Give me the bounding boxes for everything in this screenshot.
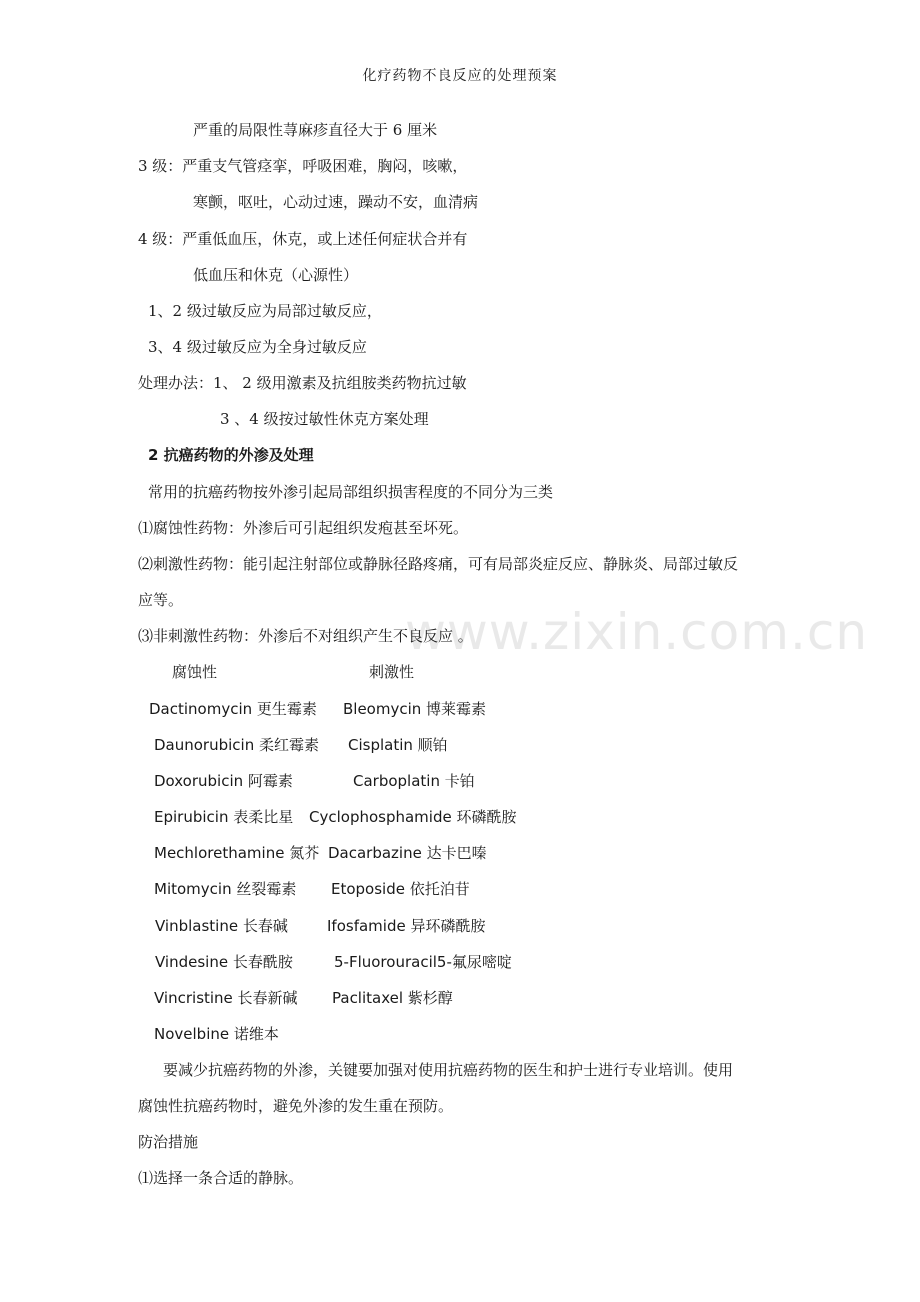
drug-corrosive: Mechlorethamine 氮芥 bbox=[154, 844, 320, 862]
allergy-grade-4-cont: 低血压和休克（心源性） bbox=[193, 266, 359, 284]
allergy-systemic: 3、4 级过敏反应为全身过敏反应 bbox=[148, 338, 367, 356]
drug-irritant: Etoposide 依托泊苷 bbox=[331, 880, 470, 898]
item-corrosive: ⑴腐蚀性药物：外渗后可引起组织发疱甚至坏死。 bbox=[138, 519, 469, 537]
allergy-treatment-1: 处理办法：1、 2 级用激素及抗组胺类药物抗过敏 bbox=[138, 374, 467, 392]
drug-corrosive: Doxorubicin 阿霉素 bbox=[154, 772, 293, 790]
drug-corrosive: Vindesine 长春酰胺 bbox=[155, 953, 293, 971]
drug-irritant: Cyclophosphamide 环磷酰胺 bbox=[309, 808, 517, 826]
drug-corrosive: Dactinomycin 更生霉素 bbox=[149, 700, 317, 718]
allergy-local: 1、2 级过敏反应为局部过敏反应， bbox=[148, 302, 382, 320]
prevention-item-1: ⑴选择一条合适的静脉。 bbox=[138, 1169, 304, 1187]
drug-irritant: Dacarbazine 达卡巴嗪 bbox=[328, 844, 487, 862]
drug-corrosive: Daunorubicin 柔红霉素 bbox=[154, 736, 319, 754]
reduce-extravasation-cont: 腐蚀性抗癌药物时，避免外渗的发生重在预防。 bbox=[138, 1097, 454, 1115]
item-non-irritant: ⑶非刺激性药物：外渗后不对组织产生不良反应 。 bbox=[138, 627, 473, 645]
drug-irritant: 5-Fluorouracil5-氟尿嘧啶 bbox=[334, 953, 512, 971]
page-title: 化疗药物不良反应的处理预案 bbox=[362, 68, 558, 84]
prevention-heading: 防治措施 bbox=[138, 1133, 199, 1151]
col-header-irritant: 刺激性 bbox=[369, 663, 415, 681]
allergy-grade-3: 3 级：严重支气管痉挛，呼吸困难，胸闷，咳嗽， bbox=[138, 157, 468, 175]
allergy-grade-3-cont: 寒颤，呕吐，心动过速，躁动不安，血清病 bbox=[193, 193, 479, 211]
drug-corrosive: Mitomycin 丝裂霉素 bbox=[154, 880, 297, 898]
section-2-intro: 常用的抗癌药物按外渗引起局部组织损害程度的不同分为三类 bbox=[148, 483, 554, 501]
drug-irritant: Cisplatin 顺铂 bbox=[348, 736, 448, 754]
drug-irritant: Bleomycin 博莱霉素 bbox=[343, 700, 487, 718]
drug-corrosive: Epirubicin 表柔比星 bbox=[154, 808, 294, 826]
allergy-grade-4: 4 级：严重低血压，休克，或上述任何症状合并有 bbox=[138, 230, 468, 248]
reduce-extravasation: 要减少抗癌药物的外渗，关键要加强对使用抗癌药物的医生和护士进行专业培训。使用 bbox=[163, 1061, 734, 1079]
drug-corrosive: Vinblastine 长春碱 bbox=[155, 917, 288, 935]
allergy-treatment-2: 3 、4 级按过敏性休克方案处理 bbox=[220, 410, 429, 428]
drug-irritant: Paclitaxel 紫杉醇 bbox=[332, 989, 453, 1007]
drug-irritant: Carboplatin 卡铂 bbox=[353, 772, 475, 790]
drug-corrosive: Novelbine 诺维本 bbox=[154, 1025, 279, 1043]
col-header-corrosive: 腐蚀性 bbox=[172, 663, 218, 681]
watermark bbox=[405, 604, 868, 660]
drug-irritant: Ifosfamide 异环磷酰胺 bbox=[327, 917, 486, 935]
watermark-text: www.zixin.com.cn bbox=[405, 603, 869, 661]
allergy-severe-urticaria: 严重的局限性荨麻疹直径大于 6 厘米 bbox=[193, 121, 438, 139]
section-2-heading: 2 抗癌药物的外渗及处理 bbox=[148, 446, 314, 464]
item-irritant-cont: 应等。 bbox=[138, 591, 184, 609]
drug-corrosive: Vincristine 长春新碱 bbox=[154, 989, 298, 1007]
item-irritant: ⑵刺激性药物：能引起注射部位或静脉径路疼痛，可有局部炎症反应、静脉炎、局部过敏反 bbox=[138, 555, 739, 573]
